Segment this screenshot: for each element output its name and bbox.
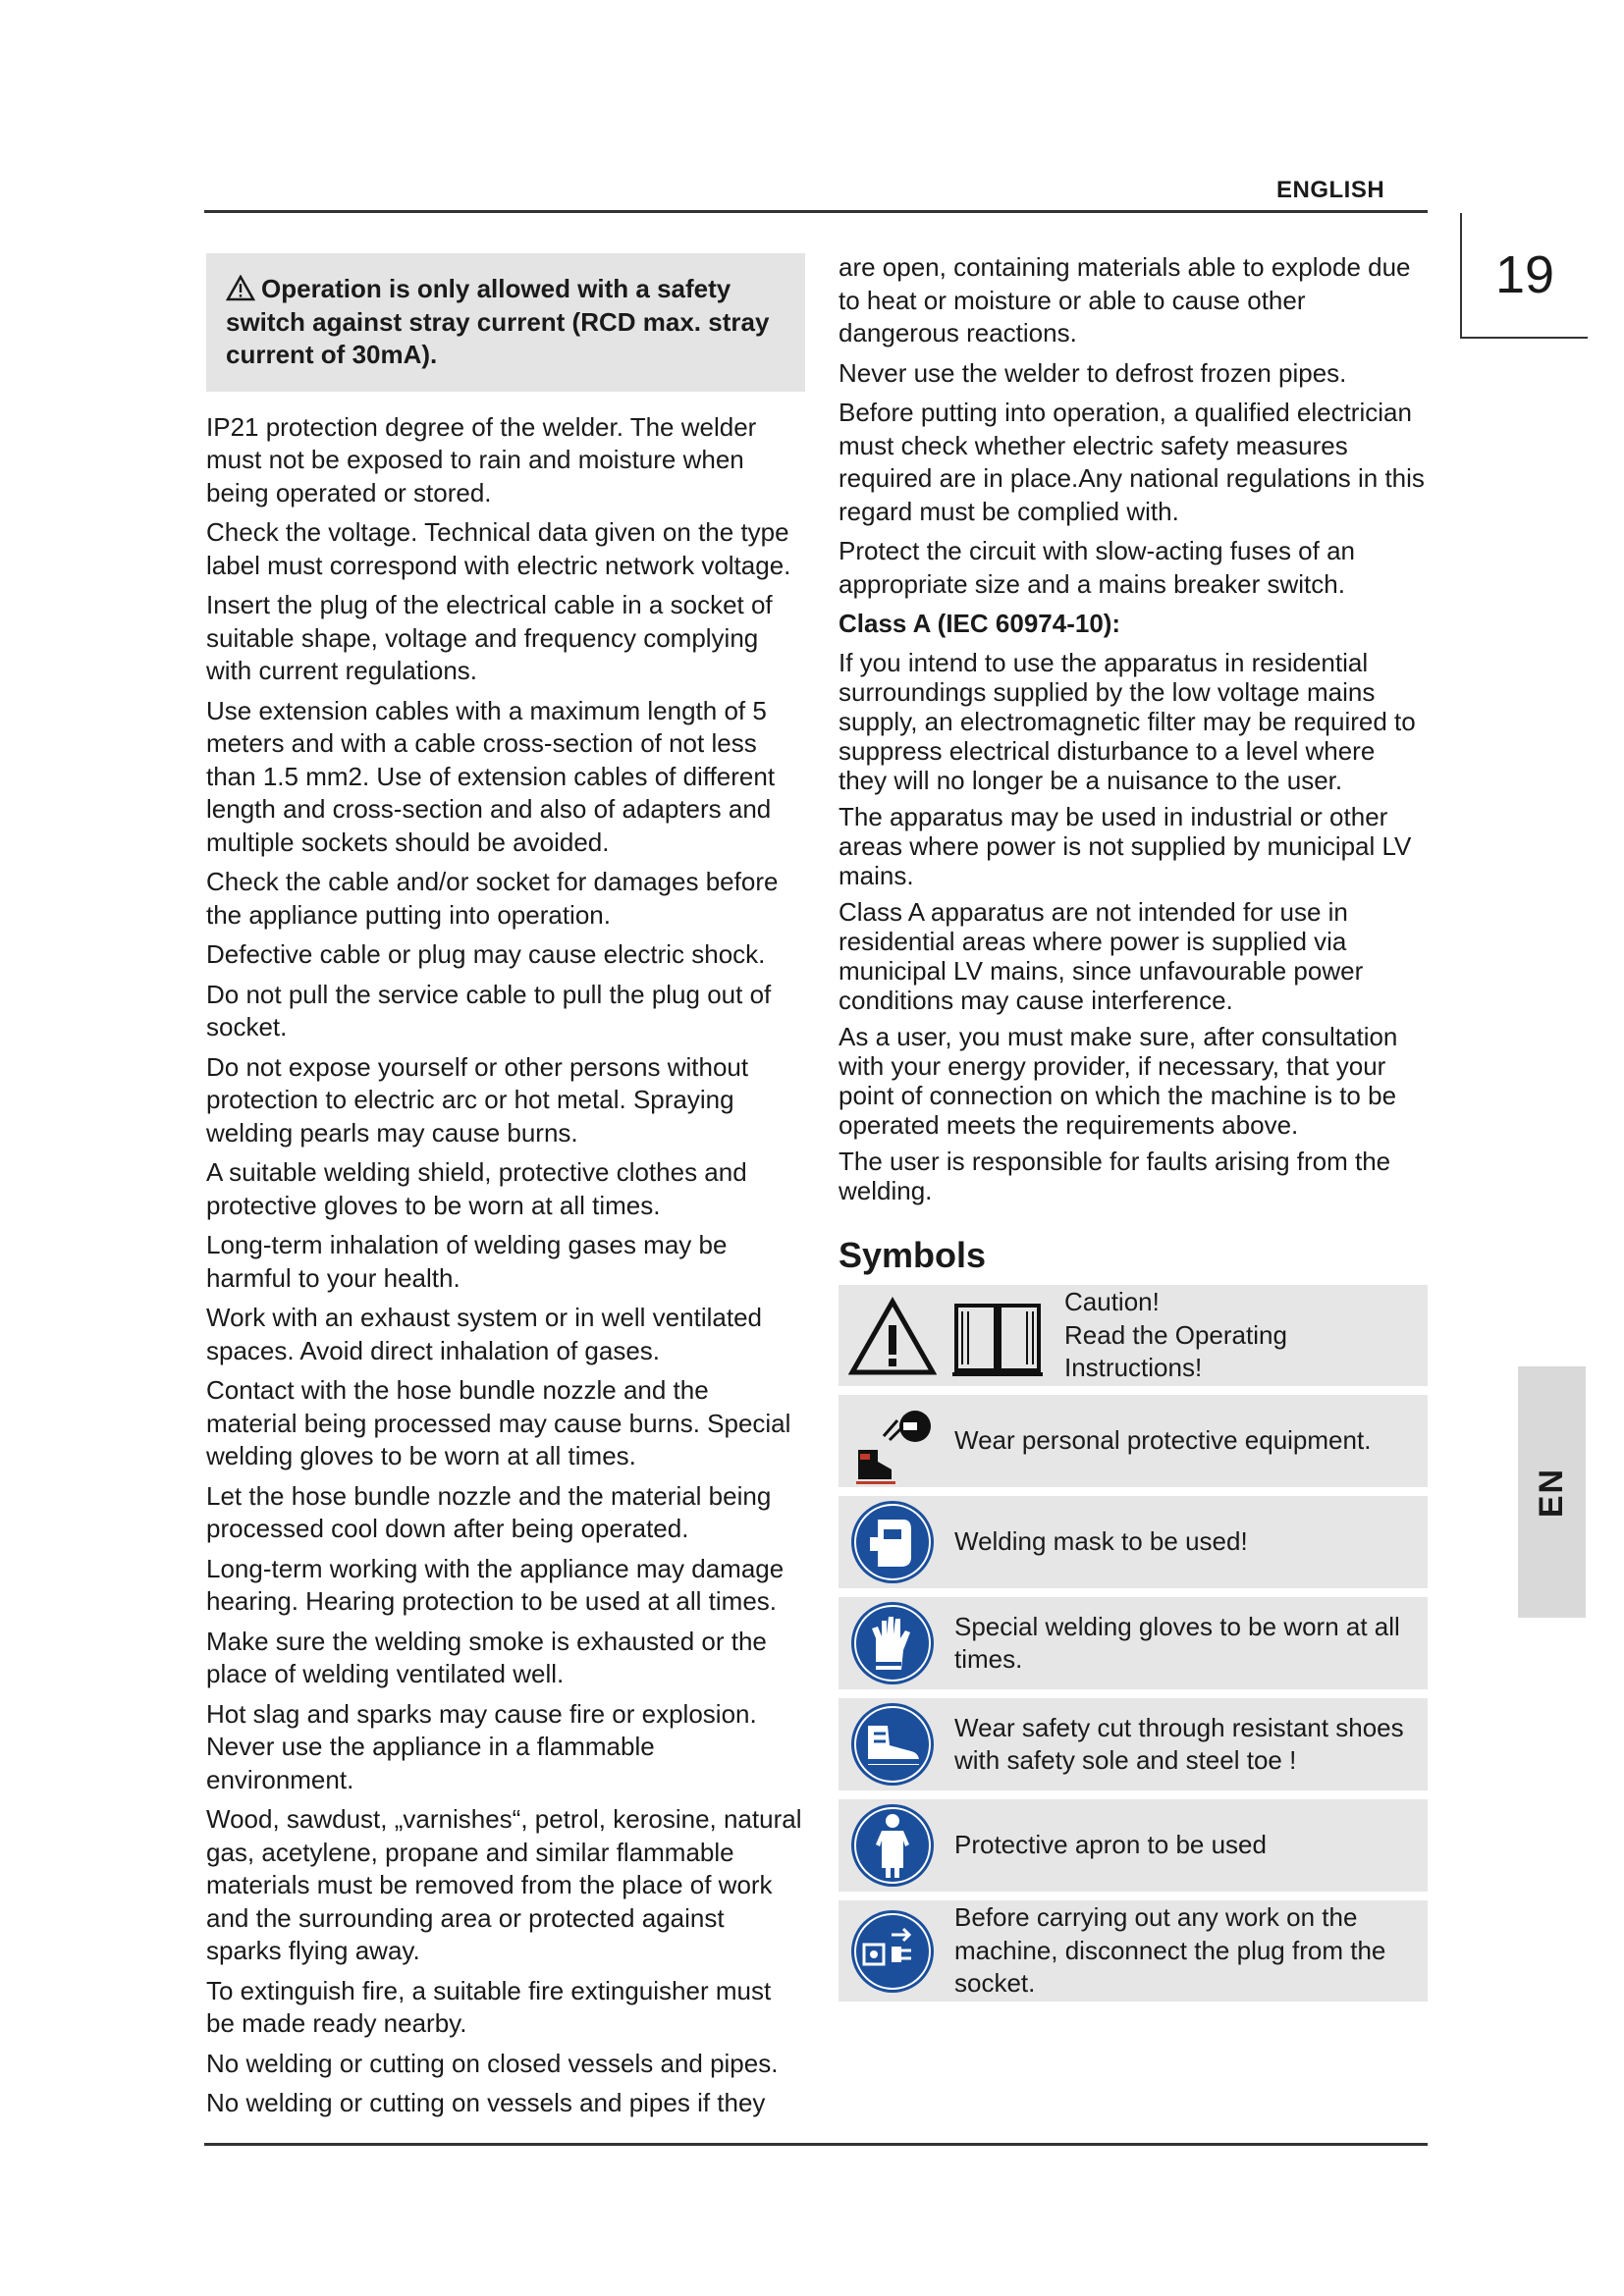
class-a-heading: Class A (IEC 60974-10):	[839, 609, 1121, 638]
language-tab-label: EN	[1532, 1467, 1570, 1518]
paragraph: A suitable welding shield, protective clothes and protective gloves to be worn at all times.	[206, 1157, 747, 1220]
paragraph: Never use the welder to defrost frozen pipes.	[839, 357, 1347, 388]
symbol-row-disconnect-plug	[839, 1900, 1428, 2002]
paragraph: Do not pull the service cable to pull the plug out of socket.	[206, 979, 772, 1041]
manual-book-icon	[948, 1292, 1047, 1380]
paragraph: Make sure the welding smoke is exhausted or the place of welding ventilated well.	[206, 1626, 767, 1688]
right-column	[839, 251, 1428, 2010]
paragraph: Hot slag and sparks may cause fire or explosion. Never use the appliance in a flammable environment.	[206, 1698, 757, 1794]
paragraph: Check the cable and/or socket for damages before the appliance putting into operation.	[206, 867, 779, 930]
paragraph: Do not expose yourself or other persons without protection to electric arc or hot metal. Spraying welding pearls may cause burns.	[206, 1051, 749, 1148]
paragraph: As a user, you must make sure, after consultation with your energy provider, if necessary, that your point of connection on which the machine is to be operated meets the requirements above.	[839, 1021, 1398, 1140]
paragraph: Long-term working with the appliance may damage hearing. Hearing protection to be used at all times.	[206, 1553, 785, 1616]
caution-text	[1047, 1286, 1428, 1385]
page-number: 19	[1460, 213, 1588, 339]
paragraph: Protect the circuit with slow-acting fuses of an appropriate size and a mains breaker switch.	[839, 536, 1356, 599]
paragraph: Before putting into operation, a qualified electrician must check whether electric safety measures required are in place.Any national regulations in this regard must be complied with.	[839, 398, 1425, 526]
warning-triangle-icon	[226, 275, 255, 301]
symbol-text: Wear safety cut through resistant shoes with safety sole and steel toe !	[954, 1712, 1404, 1775]
paragraph: To extinguish fire, a suitable fire extinguisher must be made ready nearby.	[206, 1975, 772, 2038]
language-tab	[1518, 1366, 1586, 1618]
disconnect-plug-icon	[848, 1907, 937, 1996]
ppe-icon	[848, 1397, 937, 1485]
welding-mask-icon	[848, 1498, 937, 1586]
symbol-text: Wear personal protective equipment.	[954, 1425, 1372, 1456]
symbol-text: Special welding gloves to be worn at all times.	[954, 1611, 1400, 1674]
left-column	[206, 253, 805, 2127]
paragraph: The user is responsible for faults arising from the welding.	[839, 1146, 1391, 1205]
symbol-text: Before carrying out any work on the machine, disconnect the plug from the socket.	[954, 1902, 1386, 1999]
rcd-warning-box	[206, 253, 805, 392]
paragraph: Class A apparatus are not intended for use in residential areas where power is supplied via municipal LV mains, since unfavourable power conditions may cause interference.	[839, 896, 1364, 1015]
language-label: ENGLISH	[1276, 177, 1385, 203]
footer-rule	[204, 2143, 1428, 2146]
paragraph: Defective cable or plug may cause electric shock.	[206, 939, 766, 969]
safety-shoes-icon	[848, 1700, 937, 1789]
paragraph: Check the voltage. Technical data given on the type label must correspond with electric network voltage.	[206, 517, 791, 580]
caution-description: Read the Operating Instructions!	[1064, 1319, 1287, 1383]
paragraph: are open, containing materials able to explode due to heat or moisture or able to cause other dangerous reactions.	[839, 252, 1411, 347]
paragraph: No welding or cutting on vessels and pipes if they	[206, 2088, 766, 2117]
symbol-row-welding-gloves	[839, 1597, 1428, 1689]
paragraph: If you intend to use the apparatus in residential surroundings supplied by the low voltage mains supply, an electromagnetic filter may be required to suppress electrical disturbance to a level where they will no longer be a nuisance to the user.	[839, 647, 1416, 795]
symbol-text: Welding mask to be used!	[954, 1526, 1248, 1557]
warning-triangle-icon	[848, 1292, 937, 1380]
symbol-row-welding-mask	[839, 1496, 1428, 1588]
paragraph: The apparatus may be used in industrial or other areas where power is not supplied by municipal LV mains.	[839, 801, 1412, 890]
paragraph: Insert the plug of the electrical cable in a socket of suitable shape, voltage and frequency complying with current regulations.	[206, 590, 773, 685]
symbol-row-apron	[839, 1799, 1428, 1892]
paragraph: Wood, sawdust, „varnishes“, petrol, kerosine, natural gas, acetylene, propane and similar flammable materials must be removed from the place of work and the surrounding area or protected against sparks flying away.	[206, 1804, 802, 1965]
paragraph: Let the hose bundle nozzle and the material being processed cool down after being operated.	[206, 1480, 772, 1543]
paragraph: Contact with the hose bundle nozzle and the material being processed may cause burns. Special welding gloves to be worn at all times.	[206, 1375, 791, 1470]
paragraph: No welding or cutting on closed vessels and pipes.	[206, 2048, 779, 2078]
symbol-text: Protective apron to be used	[954, 1830, 1267, 1860]
header-rule	[204, 210, 1428, 213]
symbol-row-ppe	[839, 1395, 1428, 1487]
paragraph: IP21 protection degree of the welder. The welder must not be exposed to rain and moisture when being operated or stored.	[206, 411, 757, 507]
symbol-row-safety-shoes	[839, 1698, 1428, 1790]
apron-icon	[848, 1801, 937, 1890]
caution-title: Caution!	[1064, 1287, 1160, 1317]
paragraph: Use extension cables with a maximum length of 5 meters and with a cable cross-section of not less than 1.5 mm2. Use of extension cables of different length and cross-section and also of adapters and multiple sockets should be avoided.	[206, 695, 776, 857]
paragraph: Long-term inhalation of welding gases may be harmful to your health.	[206, 1230, 728, 1293]
paragraph: Work with an exhaust system or in well ventilated spaces. Avoid direct inhalation of gases.	[206, 1303, 762, 1365]
rcd-warning-text: Operation is only allowed with a safety switch against stray current (RCD max. stray current of 30mA).	[226, 274, 770, 369]
welding-gloves-icon	[848, 1599, 937, 1687]
symbols-heading: Symbols	[839, 1234, 987, 1275]
symbol-row-caution	[839, 1285, 1428, 1386]
